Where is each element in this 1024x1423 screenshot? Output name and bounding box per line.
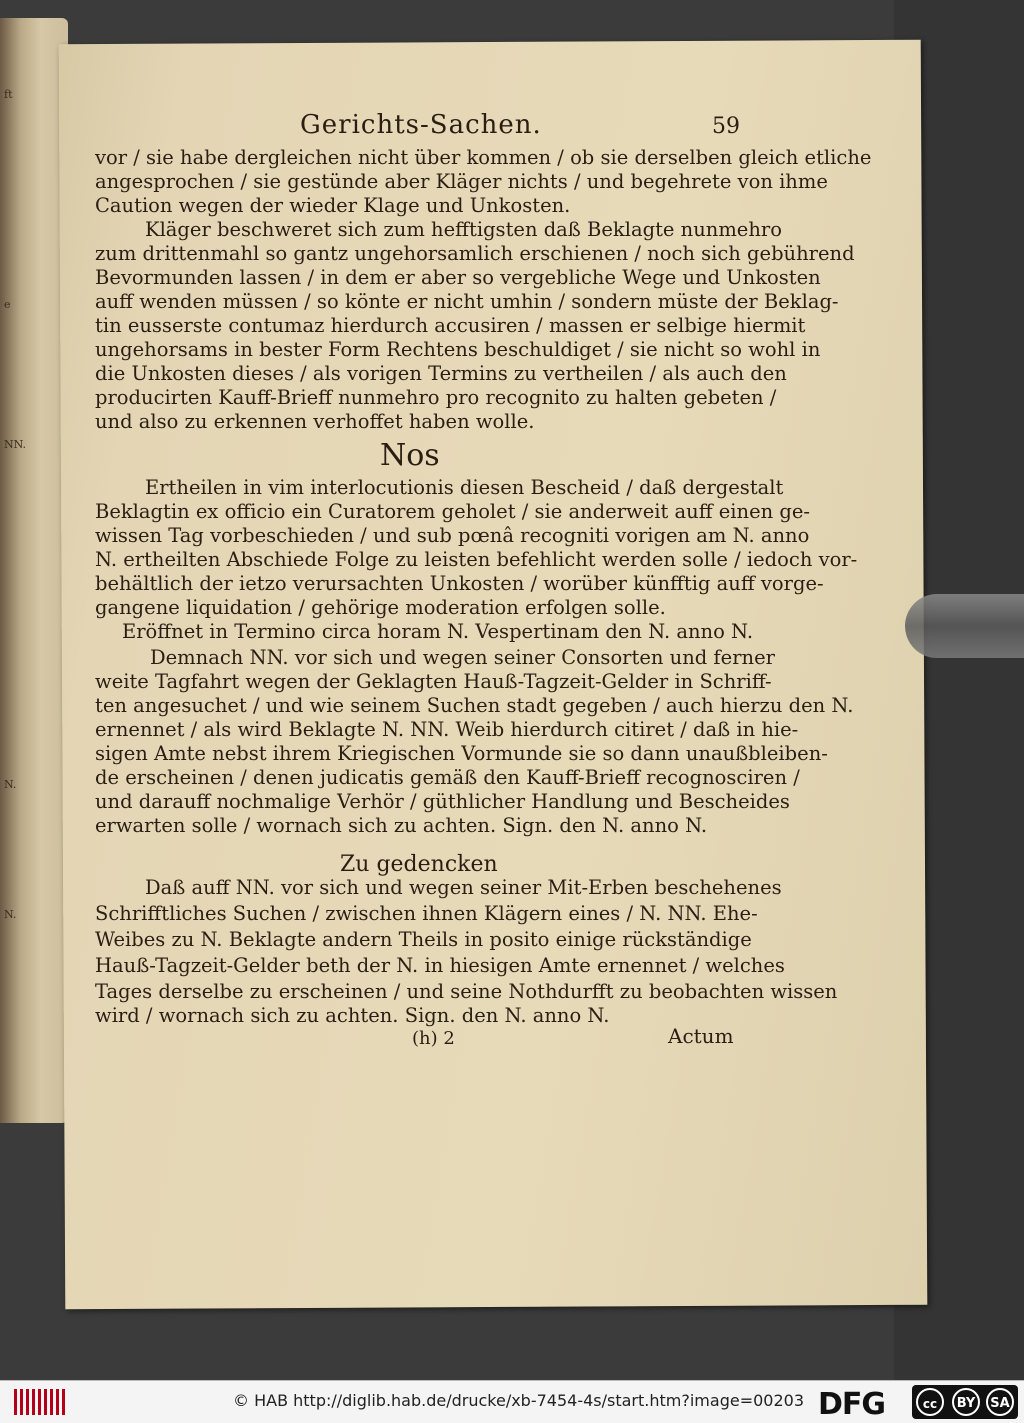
sa-icon: SA — [986, 1388, 1014, 1416]
text-line: vor / sie habe dergleichen nicht über kommen / ob sie derselben gleich etliche — [95, 146, 872, 169]
text-line: weite Tagfahrt wegen der Geklagten Hauß-Tagzeit-Gelder in Schriff- — [95, 670, 772, 693]
text-line: Caution wegen der wieder Klage und Unkosten. — [95, 194, 571, 217]
cc-license-badge[interactable] — [912, 1385, 1018, 1419]
text-line: Hauß-Tagzeit-Gelder beth der N. in hiesigen Amte ernennet / welches — [95, 954, 785, 977]
text-line: erwarten solle / wornach sich zu achten. Sign. den N. anno N. — [95, 814, 708, 837]
page-number: 59 — [712, 114, 740, 139]
text-line: ernennet / als wird Beklagte N. NN. Weib hierdurch citiret / daß in hie- — [95, 718, 799, 741]
text-line: tin eusserste contumaz hierdurch accusiren / massen er selbige hiermit — [95, 314, 806, 337]
section-heading-nos: Nos — [380, 438, 440, 473]
cc-icon: cc — [916, 1388, 944, 1416]
text-line: gangene liquidation / gehörige moderation erfolgen solle. — [95, 596, 666, 619]
text-line: Bevormunden lassen / in dem er aber so vergebliche Wege und Unkosten — [95, 266, 821, 289]
text-line: ten angesuchet / und wie seinem Suchen stadt gegeben / auch hierzu den N. — [95, 694, 854, 717]
text-line: auff wenden müssen / so könte er nicht umhin / sondern müste der Beklag- — [95, 290, 839, 313]
text-line: Daß auff NN. vor sich und wegen seiner Mit-Erben beschehenes — [145, 876, 782, 899]
text-line: Beklagtin ex officio ein Curatorem geholet / sie anderweit auff einen ge- — [95, 500, 811, 523]
text-line: N. ertheilten Abschiede Folge zu leisten befehlicht werden solle / iedoch vor- — [95, 548, 858, 571]
signature-mark: (h) 2 — [412, 1028, 455, 1049]
text-line: Kläger beschweret sich zum hefftigsten daß Beklagte nunmehro — [145, 218, 782, 241]
section-heading-zu-gedencken: Zu gedencken — [340, 852, 498, 877]
text-line: Schrifftliches Suchen / zwischen ihnen Klägern eines / N. NN. Ehe- — [95, 902, 758, 925]
text-line: Weibes zu N. Beklagte andern Theils in posito einige rückständige — [95, 928, 752, 951]
text-line: und darauff nochmalige Verhör / güthlicher Handlung und Bescheides — [95, 790, 790, 813]
text-line: ungehorsams in bester Form Rechtens beschuldiget / sie nicht so wohl in — [95, 338, 821, 361]
previous-page-edge: ft e NN. N. N. — [0, 18, 68, 1123]
text-line: Tages derselbe zu erscheinen / und seine Nothdurfft zu beobachten wissen — [95, 980, 838, 1003]
viewer-footer — [0, 1380, 1024, 1423]
text-line: producirten Kauff-Brieff nunmehro pro recognito zu halten gebeten / — [95, 386, 777, 409]
text-line: wissen Tag vorbeschieden / und sub pœnâ recogniti vorigen am N. anno — [95, 524, 810, 547]
text-line: sigen Amte nebst ihrem Kriegischen Vormunde sie so dann unaußbleiben- — [95, 742, 828, 765]
text-line: Eröffnet in Termino circa horam N. Vespertinam den N. anno N. — [122, 620, 754, 643]
text-line: Ertheilen in vim interlocutionis diesen Bescheid / daß dergestalt — [145, 476, 784, 499]
by-icon: BY — [952, 1388, 980, 1416]
catchword: Actum — [668, 1024, 734, 1048]
text-line: angesprochen / sie gestünde aber Kläger nichts / und begehrete von ihme — [95, 170, 828, 193]
text-line: behältlich der ietzo verursachten Unkosten / worüber künfftig auff vorge- — [95, 572, 824, 595]
text-line: zum drittenmahl so gantz ungehorsamlich erschienen / noch sich gebührend — [95, 242, 855, 265]
running-header: Gerichts-Sachen. — [300, 110, 542, 140]
text-line: und also zu erkennen verhoffet haben wolle. — [95, 410, 535, 433]
text-line: Demnach NN. vor sich und wegen seiner Consorten und ferner — [150, 646, 775, 669]
page-clip — [905, 594, 1024, 658]
permalink-text[interactable]: © HAB http://diglib.hab.de/drucke/xb-7454-4s/start.htm?image=00203 — [233, 1391, 804, 1410]
text-line: die Unkosten dieses / als vorigen Termins zu vertheilen / als auch den — [95, 362, 787, 385]
hab-logo[interactable] — [14, 1389, 65, 1415]
text-line: de erscheinen / denen judicatis gemäß den Kauff-Brieff recognosciren / — [95, 766, 800, 789]
text-line: wird / wornach sich zu achten. Sign. den N. anno N. — [95, 1004, 610, 1027]
dfg-logo[interactable]: DFG — [818, 1387, 886, 1422]
